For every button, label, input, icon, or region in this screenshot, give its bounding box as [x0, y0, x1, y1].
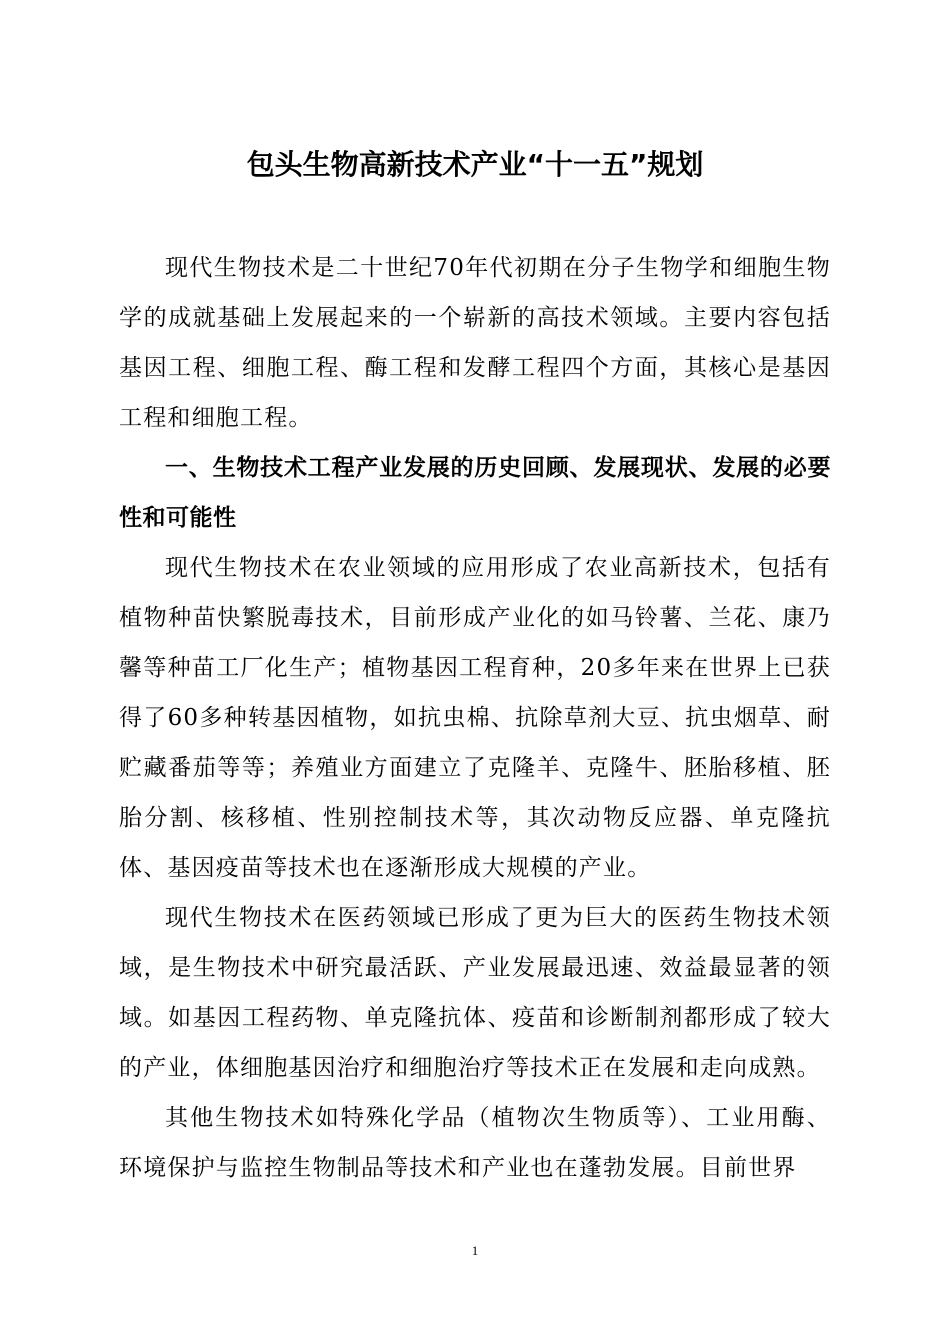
medicine-paragraph: 现代生物技术在医药领域已形成了更为巨大的医药生物技术领域，是生物技术中研究最活跃、产业发展最迅速、效益最显著的领域。如基因工程药物、单克隆抗体、疫苗和诊断制剂都形成了较大的产业，体细胞基因治疗和细胞治疗等技术正在发展和走向成熟。	[119, 905, 831, 1081]
document-body	[119, 243, 831, 1193]
intro-paragraph: 现代生物技术是二十世纪70年代初期在分子生物学和细胞生物学的成就基础上发展起来的一个崭新的高技术领域。主要内容包括基因工程、细胞工程、酶工程和发酵工程四个方面，其核心是基因工程和细胞工程。	[119, 255, 831, 431]
section-heading: 一、生物技术工程产业发展的历史回顾、发展现状、发展的必要性和可能性	[119, 455, 831, 531]
page-number: 1	[471, 1243, 479, 1258]
other-tech-paragraph: 其他生物技术如特殊化学品（植物次生物质等）、工业用酶、环境保护与监控生物制品等技术和产业也在蓬勃发展。目前世界	[119, 1105, 831, 1181]
document-title: 包头生物高新技术产业“十一五”规划	[246, 148, 704, 181]
agriculture-paragraph: 现代生物技术在农业领域的应用形成了农业高新技术，包括有植物种苗快繁脱毒技术，目前形成产业化的如马铃薯、兰花、康乃馨等种苗工厂化生产；植物基因工程育种，20多年来在世界上已获得了60多种转基因植物，如抗虫棉、抗除草剂大豆、抗虫烟草、耐贮藏番茄等等；养殖业方面建立了克隆羊、克隆牛、胚胎移植、胚胎分割、核移植、性别控制技术等，其次动物反应器、单克隆抗体、基因疫苗等技术也在逐渐形成大规模的产业。	[119, 555, 831, 881]
